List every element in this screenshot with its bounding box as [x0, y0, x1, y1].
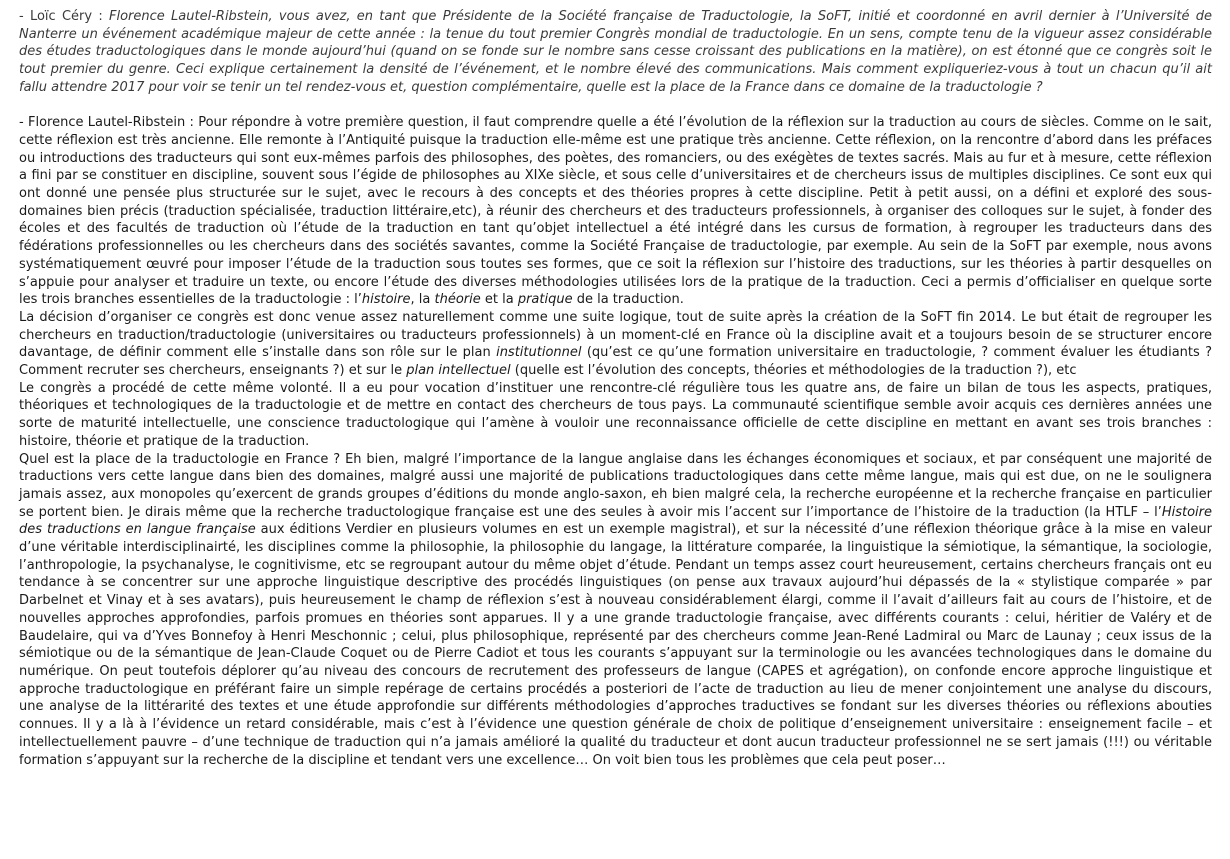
question-text: Florence Lautel-Ribstein, vous avez, en tant que Présidente de la Société française de Traductologie, la SoFT, initié et coordonné en avril dernier à l’Université de Nanterre un événement académique majeur de cette année : la tenue du tout premier Congrès mondial de traductologie. En un sens, compte tenu de la vigueur assez considérable des études traductologiques dans le monde aujourd’hui (quand on se fonde sur le nombre sans cesse croissant des publications en la matière), on est étonné que ce congrès soit le tout premier du genre. Ceci explique certainement la densité de l’événement, et le nombre élevé des communications. Mais comment expliqueriez-vous à tout un chacun qu’il ait fallu attendre 2017 pour voir se tenir un tel rendez-vous et, question complémentaire, quelle est la place de la France dans ce domaine de la traductologie ? — [19, 9, 1212, 95]
interview-document — [19, 8, 1212, 769]
emphasis-htlf-title: Histoire des traductions en langue française — [19, 504, 1212, 538]
answer-p4-text: Quel est la place de la traductologie en France ? Eh bien, malgré l’importance de la langue anglaise dans les échanges économiques et sociaux, et par conséquent une majorité de traductions vers cette langue dans bien des domaines, malgré aussi une majorité de publications traductologiques dans cette même langue, mais qui est due, on ne le soulignera jamais assez, aux monopoles qu’exercent de grands groupes d’éditions du monde anglo-saxon, eh bien malgré cela, la recherche européenne et la recherche française en particulier se portent bien. Je dirais même que la recherche traductologique française est une des seules à avoir mis l’accent sur l’importance de l’histoire de la traduction (la HTLF – l’ — [19, 451, 1212, 520]
answer-p1-mid2: et la — [480, 292, 518, 308]
answer-p1-mid1: , la — [410, 292, 435, 308]
answer-paragraph-2 — [19, 309, 1212, 380]
answer-paragraph-4 — [19, 451, 1212, 770]
emphasis-histoire: histoire — [361, 292, 411, 308]
answer-p2-end: (quelle est l’évolution des concepts, théories et méthodologies de la traduction ?), etc — [510, 363, 1077, 379]
question-paragraph — [19, 8, 1212, 97]
paragraph-spacer — [19, 97, 1212, 115]
answer-p1-text: - Florence Lautel-Ribstein : Pour répondre à votre première question, il faut comprendre quelle a été l’évolution de la réflexion sur la traduction au cours de siècles. Comme on le sait, cette réflexion est très ancienne. Elle remonte à l’Antiquité puisque la traduction elle-même est une pratique très ancienne. Cette réflexion, on la rencontre d’abord dans les préfaces ou introductions des traducteurs qui sont eux-mêmes parfois des philosophes, des poètes, des romanciers, ou des exégètes de textes sacrés. Mais au fur et à mesure, cette réflexion a fini par se constituer en discipline, souvent sous l’égide de philosophes au XIXe siècle, et sous celle d’universitaires et de chercheurs issus de multiples disciplines. Ce sont eux qui ont donné une pensée plus structurée sur le sujet, avec le recours à des concepts et des théories propres à cette discipline. Petit à petit aussi, on a défini et exploré des sous-domaines bien précis (traduction spécialisée, traduction littéraire,etc), à réunir des chercheurs et des traducteurs professionnels, à organiser des colloques sur le sujet, à fonder des écoles et des facultés de traduction où l’étude de la traduction en tant qu’objet intellectuel a été intégré dans les cursus de formation, à regrouper les traducteurs dans des fédérations professionnelles ou les chercheurs dans des sociétés savantes, comme la Société Française de traductologie, par exemple. Au sein de la SoFT par exemple, nous avons systématiquement œuvré pour imposer l’étude de la traduction sous toutes ses formes, que ce soit la réflexion sur l’histoire des traductions, sur les théories à partir desquelles on s’appuie pour analyser et traduire un texte, ou encore l’étude des diverses méthodologies utilisées lors de la pratique de la traduction. Ceci a permis d’officialiser en quelque sorte les trois branches essentielles de la traductologie : l’ — [19, 115, 1212, 308]
answer-p4-end: aux éditions Verdier en plusieurs volumes en est un exemple magistral), et sur la nécessité d’une réflexion théorique grâce à la mise en valeur d’une véritable interdisciplinairté, les disciplines comme la philosophie, la philosophie du langage, la littérature comparée, la linguistique la sémiotique, la sémantique, la sociologie, l’anthropologie, la psychanalyse, le cognitivisme, etc se regroupant autour du même objet d’étude. Pendant un temps assez court heureusement, certains chercheurs français ont eu tendance à se concentrer sur une approche linguistique descriptive des procédés linguistiques (on pense aux travaux aujourd’hui dépassés de la « stylistique comparée » par Darbelnet et Vinay et à ses avatars), puis heureusement le champ de réflexion s’est à nouveau considérablement élargi, comme il l’avait d’ailleurs fait au cours de l’histoire, et de nouvelles approches approfondies, parfois promues en théories sont apparues. Il y a une grande traductologie française, avec différents courants : celui, héritier de Valéry et de Baudelaire, qui va d’Yves Bonnefoy à Henri Meschonnic ; celui, plus philosophique, représenté par des chercheurs comme Jean-René Ladmiral ou Marc de Launay ; ceux issus de la sémiotique ou de la sémantique de Jean-Claude Coquet ou de Pierre Cadiot et tous les courants s’appuyant sur la terminologie ou les avancées technologiques dans le domaine du numérique. On peut toutefois déplorer qu’au niveau des concours de recrutement des professeurs de langue (CAPES et agrégation), on confonde encore approche linguistique et approche traductologique en préférant faire un simple repérage de certains procédés a posteriori de l’acte de traduction au lieu de mener conjointement une analyse du discours, une analyse de la littérarité des textes et une étude approfondie sur différents méthodologies d’approches traductives se fondant sur les diverses théories ou réflexions abouties connues. Il y a là à l’évidence un retard considérable, mais c’est à l’évidence une question générale de choix de politique d’enseignement universitaire : enseignement facile – et intellectuellement pauvre – d’une technique de traduction qui n’a jamais amélioré la qualité du traducteur et dont aucun traducteur professionnel ne se sert jamais (!!!) ou véritable formation s’appuyant sur la recherche de la discipline et tendant vers une excellence… On voit bien tous les problèmes que cela peut poser… — [19, 522, 1212, 768]
answer-paragraph-1 — [19, 114, 1212, 309]
emphasis-institutionnel: institutionnel — [496, 345, 582, 361]
answer-p2-mid1: (qu’est ce qu’une formation universitaire en traductologie, ? comment évaluer les étudiants ? Comment recruter ses chercheurs, enseignants ?) et sur le — [19, 345, 1213, 379]
emphasis-theorie: théorie — [434, 292, 481, 308]
question-speaker: - Loïc Céry : — [19, 9, 110, 24]
emphasis-plan-intellectuel: plan intellectuel — [406, 363, 511, 379]
answer-paragraph-3: Le congrès a procédé de cette même volonté. Il a eu pour vocation d’instituer une rencontre-clé régulière tous les quatre ans, de faire un bilan de tous les aspects, pratiques, théoriques et technologiques de la traductologie et de mettre en contact des chercheurs de tous pays. La communauté scientifique semble avoir acquis ces dernières années une sorte de maturité intellectuelle, une conscience traductologique qui l’amène à vouloir une reconnaissance officielle de cette discipline en mettant en avant ses trois branches : histoire, théorie et pratique de la traduction. — [19, 380, 1212, 449]
answer-p2-text: La décision d’organiser ce congrès est donc venue assez naturellement comme une suite logique, tout de suite après la création de la SoFT fin 2014. Le but était de regrouper les chercheurs en traduction/traductologie (universitaires ou traducteurs professionnels) à un moment-clé en France où la discipline avait et a toujours besoin de se structurer encore davantage, de définir comment elle s’installe dans son rôle sur le plan — [19, 309, 1212, 361]
answer-p1-end: de la traduction. — [572, 292, 684, 308]
emphasis-pratique: pratique — [517, 292, 573, 308]
